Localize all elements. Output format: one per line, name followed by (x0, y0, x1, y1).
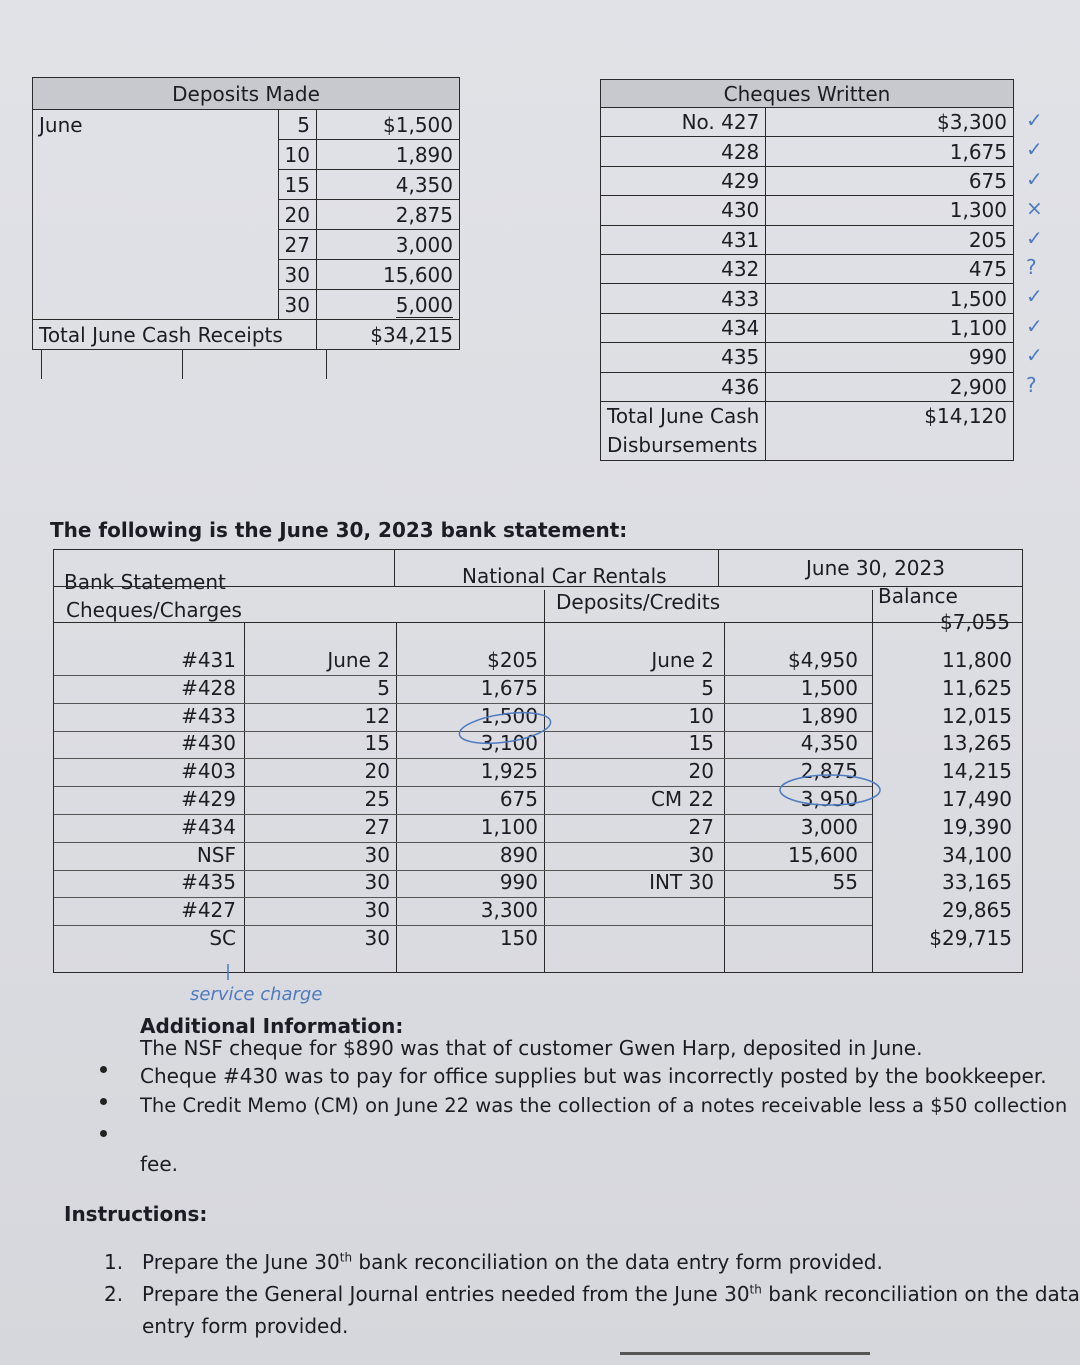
stmt-deposit-date: CM 22 (650, 787, 714, 811)
stmt-cheque-ref: NSF (196, 842, 236, 867)
col-balance-header: Balance (878, 584, 958, 608)
stmt-balance: $29,715 (929, 926, 1012, 950)
stmt-deposit-date: 15 (688, 731, 714, 756)
deposits-total-label: Total June Cash Receipts (33, 320, 317, 350)
additional-item-3: The Credit Memo (CM) on June 22 was the collection of a notes receivable less a $50 collection (140, 1094, 1068, 1117)
circle-1500 (457, 708, 552, 749)
stmt-cheque-amount: 1,925 (480, 759, 538, 784)
stmt-cheque-date: 30 (364, 926, 390, 950)
stmt-deposit-amount: 1,500 (800, 675, 858, 700)
cheque-number: No. 427 (601, 108, 766, 137)
checkmark-icon: ✓ (1026, 166, 1043, 191)
stmt-cheque-amount: 675 (499, 787, 538, 811)
deposits-total: $34,215 (317, 320, 460, 350)
deposit-amount: 3,000 (317, 230, 460, 260)
stmt-cheque-amount: 1,500 (480, 703, 538, 728)
deposit-month: June (33, 110, 279, 140)
stmt-cheque-ref: #434 (181, 814, 236, 839)
stmt-deposit-date: 5 (701, 675, 714, 700)
statement-date: June 30, 2023 (806, 556, 945, 580)
stmt-cheque-date: 12 (364, 703, 390, 728)
instruction-text (142, 1282, 1080, 1306)
stmt-cheque-ref: #427 (181, 898, 236, 923)
instructions-heading: Instructions: (64, 1202, 208, 1226)
instruction-text-rest: bank reconciliation on the data entry form provided. (352, 1250, 883, 1274)
cheque-amount: 990 (766, 343, 1014, 372)
cheque-number: 431 (601, 225, 766, 254)
additional-item-2: Cheque #430 was to pay for office supplies but was incorrectly posted by the bookkeeper. (140, 1064, 1047, 1088)
stmt-cheque-date: 27 (364, 814, 390, 839)
instruction-text (142, 1250, 883, 1274)
stmt-cheque-date: 15 (364, 731, 390, 756)
deposit-amount: $1,500 (317, 110, 460, 140)
stmt-cheque-date: 5 (377, 675, 390, 700)
bullet-3 (100, 1130, 107, 1137)
checkmark-icon: ✓ (1026, 313, 1043, 338)
cheque-amount: 1,675 (766, 137, 1014, 166)
deposits-title: Deposits Made (33, 78, 460, 110)
deposit-day: 10 (278, 140, 316, 170)
stmt-deposit-amount: 15,600 (788, 842, 858, 867)
stmt-deposit-amount: 1,890 (800, 703, 858, 728)
additional-heading: Additional Information: (140, 1014, 404, 1038)
stmt-cheque-amount: 150 (499, 926, 538, 950)
instruction-superscript: th (749, 1282, 762, 1297)
stmt-cheque-ref: #428 (181, 675, 236, 700)
instruction-superscript: th (339, 1250, 353, 1265)
stmt-cheque-amount: 990 (499, 870, 538, 895)
circle-3950 (780, 775, 880, 805)
stmt-cheque-date: June 2 (327, 648, 390, 672)
cheques-title: Cheques Written (601, 80, 1014, 108)
instruction-text-rest: bank reconciliation on the data (761, 1282, 1080, 1306)
deposit-amount: 1,890 (317, 140, 460, 170)
stmt-deposit-date: 10 (688, 703, 714, 728)
statement-company: National Car Rentals (462, 564, 667, 588)
checkmark-icon: ✓ (1026, 343, 1043, 368)
stmt-cheque-ref: SC (209, 926, 236, 950)
bottom-arrow-line (620, 1352, 870, 1355)
cheques-total-label-line1: Total June Cash (607, 403, 760, 428)
x-mark-icon: × (1026, 196, 1043, 221)
stmt-cheque-amount: 1,675 (480, 675, 538, 700)
cheque-number: 428 (601, 137, 766, 166)
stmt-cheque-amount: $205 (487, 648, 538, 672)
stmt-cheque-amount: 3,100 (480, 731, 538, 756)
cheque-number: 432 (601, 254, 766, 283)
stmt-deposit-amount: $4,950 (788, 648, 858, 672)
bullet-1 (100, 1066, 107, 1073)
cheque-amount: 1,500 (766, 284, 1014, 313)
stmt-cheque-ref: #431 (181, 648, 236, 672)
checkmark-icon: ✓ (1026, 137, 1043, 162)
stmt-balance: 14,215 (942, 759, 1012, 784)
stmt-cheque-ref: #403 (181, 759, 236, 784)
checkmark-icon: ✓ (1026, 108, 1043, 132)
cheque-amount: $3,300 (766, 108, 1014, 137)
stmt-cheque-amount: 890 (499, 842, 538, 867)
deposit-day: 5 (278, 110, 316, 140)
stmt-deposit-amount: 55 (832, 870, 858, 895)
deposit-day: 27 (278, 230, 316, 260)
cheque-amount: 1,300 (766, 196, 1014, 225)
stmt-balance: 11,800 (942, 648, 1012, 672)
stmt-deposit-date: 30 (688, 842, 714, 867)
cheque-number: 434 (601, 313, 766, 342)
stmt-deposit-amount: 3,950 (800, 787, 858, 811)
checkmark-icon: ✓ (1026, 225, 1043, 250)
stmt-balance: 11,625 (942, 675, 1012, 700)
stmt-balance: 13,265 (942, 731, 1012, 756)
instruction-text-main: Prepare the General Journal entries needed from the June 30 (142, 1282, 750, 1306)
stmt-balance: 19,390 (942, 814, 1012, 839)
stmt-cheque-ref: #429 (181, 787, 236, 811)
instruction-number: 2. (104, 1282, 124, 1306)
stmt-cheque-ref: #430 (181, 731, 236, 756)
statement-intro: The following is the June 30, 2023 bank statement: (50, 518, 628, 542)
question-mark: ? (1026, 255, 1037, 279)
cheque-number: 436 (601, 372, 766, 401)
additional-item-3-cont: fee. (140, 1152, 179, 1176)
stmt-balance: 33,165 (942, 870, 1012, 895)
deposit-amount: 15,600 (317, 260, 460, 290)
handwritten-service-charge: service charge (190, 984, 323, 1005)
stmt-balance: 29,865 (942, 898, 1012, 923)
stmt-cheque-date: 30 (364, 870, 390, 895)
deposit-amount-underlined: 5,000 (395, 292, 453, 317)
cheque-number: 435 (601, 343, 766, 372)
instruction-text-main: Prepare the June 30 (142, 1250, 340, 1274)
col-deposits-header: Deposits/Credits (556, 590, 721, 614)
stmt-deposit-date: INT 30 (649, 870, 714, 895)
additional-item-1: The NSF cheque for $890 was that of customer Gwen Harp, deposited in June. (140, 1036, 923, 1060)
stmt-cheque-amount: 1,100 (480, 814, 538, 839)
stmt-deposit-amount: 3,000 (800, 814, 858, 839)
stmt-deposit-date: 27 (688, 814, 714, 839)
stmt-deposit-date: June 2 (651, 648, 714, 672)
stmt-cheque-date: 30 (364, 842, 390, 867)
deposit-amount: 4,350 (317, 170, 460, 200)
statement-label: Bank Statement (64, 570, 226, 594)
opening-balance: $7,055 (940, 610, 1010, 634)
deposit-amount: 2,875 (317, 200, 460, 230)
stmt-cheque-date: 20 (364, 759, 390, 784)
cheque-amount: 675 (766, 166, 1014, 195)
deposit-day: 15 (278, 170, 316, 200)
stmt-cheque-amount: 3,300 (480, 898, 538, 923)
stmt-balance: 34,100 (942, 842, 1012, 867)
instruction-text-main: entry form provided. (142, 1314, 349, 1338)
cheque-number: 433 (601, 284, 766, 313)
cheques-total: $14,120 (766, 401, 1014, 460)
stmt-cheque-date: 30 (364, 898, 390, 923)
cheques-total-label-line2: Disbursements (607, 432, 758, 457)
deposit-day: 20 (278, 200, 316, 230)
deposit-day: 30 (278, 260, 316, 290)
stmt-balance: 12,015 (942, 703, 1012, 728)
bullet-2 (100, 1098, 107, 1105)
deposit-day: 30 (278, 290, 316, 320)
col-cheques-header: Cheques/Charges (66, 598, 242, 622)
cheque-number: 429 (601, 166, 766, 195)
checkmark-icon: ✓ (1026, 284, 1043, 309)
question-mark: ? (1026, 372, 1037, 397)
stmt-cheque-ref: #435 (181, 870, 236, 895)
stmt-deposit-amount: 4,350 (800, 731, 858, 756)
cheque-amount: 2,900 (766, 372, 1014, 401)
stmt-balance: 17,490 (942, 787, 1012, 811)
stmt-deposit-date: 20 (688, 759, 714, 784)
stmt-cheque-ref: #433 (181, 703, 236, 728)
stmt-deposit-amount: 2,875 (800, 759, 858, 784)
stmt-cheque-date: 25 (364, 787, 390, 811)
cheque-amount: 205 (766, 225, 1014, 254)
cheque-amount: 1,100 (766, 313, 1014, 342)
cheque-amount: 475 (766, 254, 1014, 283)
cheque-number: 430 (601, 196, 766, 225)
instruction-number: 1. (104, 1250, 124, 1274)
instruction-text (142, 1314, 348, 1338)
